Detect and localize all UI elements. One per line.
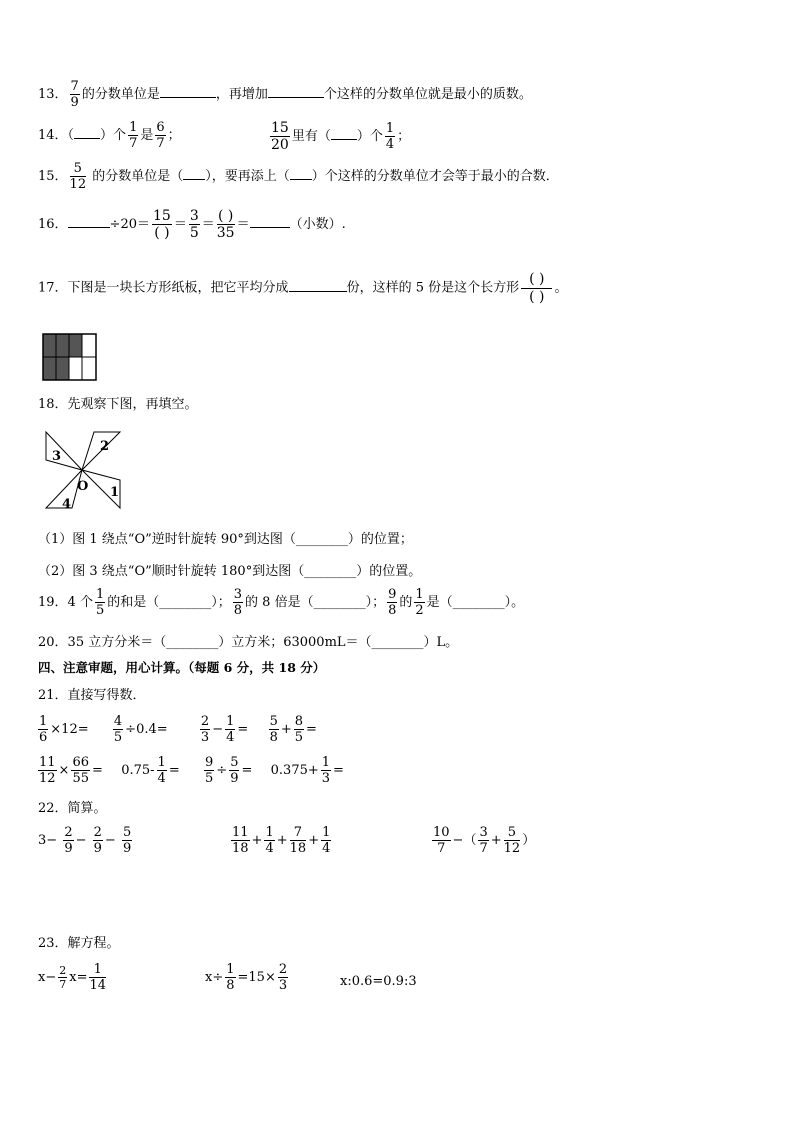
- question-14b: $\frac{15}{20}$ 里有（ ）个 $\frac{1}{4}$ ；: [271, 120, 411, 153]
- question-20: 20．35 立方分米＝（________）立方米；63000mL＝（________）L。: [38, 635, 459, 650]
- q21-a3-fraction-a: $\frac{2}{3}$: [200, 714, 210, 745]
- q16-fraction-1: 15 ( ): [152, 208, 171, 241]
- section-4-heading: 四、注意审题，用心计算。（每题 6 分，共 18 分）: [38, 660, 326, 675]
- q22-e3-fraction-c: $\frac{5}{12}$: [503, 825, 521, 856]
- label-O: O: [77, 479, 89, 494]
- q18-sub-2: （2）图 3 绕点“O”顺时针旋转 180°到达图（________）的位置。: [38, 564, 422, 579]
- question-15: 15． $\frac{5}{12}$ 的分数单位是（ ），要再添上（ ）个这样的分数单位才会等于最小的合数．: [38, 161, 559, 192]
- q23-eq-2: x÷ $\frac{1}{8}$ =15× $\frac{2}{3}$: [205, 962, 288, 993]
- q14-fraction-4: $\frac{1}{4}$: [385, 121, 395, 152]
- q13-blank-1[interactable]: [160, 85, 216, 98]
- q22-e2-fraction-a: $\frac{11}{18}$: [232, 825, 249, 856]
- q13-fraction: $\frac{7}{9}$: [70, 79, 79, 110]
- shaded-cell: [43, 334, 56, 357]
- shaded-cell: [56, 334, 69, 357]
- q22-expr-1: 3− $\frac{2}{9}$ − $\frac{2}{9}$ − $\frac{5}{9}$: [38, 825, 132, 856]
- q21-a4-fraction-b: $\frac{8}{5}$: [294, 714, 304, 745]
- shaded-cell: [69, 334, 82, 357]
- q15-blank-2[interactable]: [290, 167, 312, 180]
- q21-b4-fraction: $\frac{1}{3}$: [321, 755, 331, 786]
- q19-fraction-2: $\frac{3}{8}$: [233, 587, 243, 618]
- q23-e1-fraction-b: $\frac{1}{14}$: [89, 962, 107, 993]
- q22-e3-fraction-b: $\frac{3}{7}$: [479, 825, 488, 856]
- q16-fraction-3: ( ) 35: [216, 208, 235, 241]
- q17-fraction[interactable]: ( ) ( ): [521, 272, 552, 304]
- q21-a2-fraction: $\frac{4}{5}$: [113, 714, 123, 745]
- blank-cell: [82, 357, 96, 380]
- q15-fraction: $\frac{5}{12}$: [69, 161, 87, 192]
- q19-fraction-4: $\frac{1}{2}$: [415, 587, 424, 618]
- q15-blank-1[interactable]: [183, 167, 205, 180]
- question-19: 19．4 个 $\frac{1}{5}$ 的和是（________）； $\frac{3}{8}$ 的 8 倍是（________）； $\frac{9}{8}$ 的 $\frac{1}{2}$ 是（________）。: [38, 587, 525, 618]
- q23-e2-fraction-b: $\frac{2}{3}$: [278, 962, 288, 993]
- q21-b2-fraction: $\frac{1}{4}$: [157, 755, 166, 786]
- question-22-title: 22．简算。: [38, 801, 107, 816]
- q21-b3-fraction-b: $\frac{5}{9}$: [230, 755, 239, 786]
- q22-e1-fraction-b: $\frac{2}{9}$: [93, 825, 102, 856]
- q14-fraction-2: $\frac{6}{7}$: [156, 120, 165, 151]
- q22-e2-fraction-d: $\frac{1}{4}$: [322, 825, 331, 856]
- q14-blank-2[interactable]: [331, 127, 357, 140]
- q22-expr-2: $\frac{11}{18}$ + $\frac{1}{4}$ + $\frac{7}{18}$ + $\frac{1}{4}$: [232, 825, 331, 856]
- q14-fraction-1: $\frac{1}{7}$: [129, 120, 138, 151]
- q16-blank-2[interactable]: [250, 215, 290, 228]
- q22-e2-fraction-c: $\frac{7}{18}$: [289, 825, 307, 856]
- q21-a3-fraction-b: $\frac{1}{4}$: [226, 714, 235, 745]
- blank-cell: [69, 357, 82, 380]
- q21-b1-fraction-a: $\frac{11}{12}$: [39, 755, 56, 786]
- q16-fraction-2: $\frac{3}{5}$: [189, 208, 199, 241]
- q13-blank-2[interactable]: [268, 85, 324, 98]
- label-1: 1: [110, 485, 120, 500]
- q21-a1-fraction: $\frac{1}{6}$: [39, 714, 48, 745]
- question-14: 14．（ ）个 $\frac{1}{7}$ 是 $\frac{6}{7}$ ；: [38, 120, 181, 151]
- q14-blank-1[interactable]: [74, 126, 100, 139]
- q19-fraction-1: $\frac{1}{5}$: [95, 587, 105, 618]
- blank-cell: [82, 334, 96, 357]
- q13-number: 13．: [38, 87, 68, 102]
- q21-row-2: $\frac{11}{12}$ × $\frac{66}{55}$ = 0.75- $\frac{1}{4}$ = $\frac{9}{5}$ ÷ $\frac{5}{9}$ = 0.375+ $\frac{1}{3}$ =: [39, 755, 344, 786]
- q16-blank-1[interactable]: [68, 215, 110, 228]
- q22-e2-fraction-b: $\frac{1}{4}$: [265, 825, 274, 856]
- label-4: 4: [62, 497, 72, 512]
- q22-e1-fraction-c: $\frac{5}{9}$: [122, 825, 132, 856]
- q17-blank-1[interactable]: [289, 279, 347, 292]
- label-3: 3: [52, 449, 62, 464]
- question-13: 13． $\frac{7}{9}$ 的分数单位是 ，再增加 个这样的分数单位就是最小的质数。: [38, 79, 532, 110]
- shaded-cell: [43, 357, 56, 380]
- q22-e3-fraction-a: $\frac{10}{7}$: [433, 825, 450, 856]
- q21-a4-fraction-a: $\frac{5}{8}$: [269, 714, 278, 745]
- q21-b3-fraction-a: $\frac{9}{5}$: [205, 755, 214, 786]
- q23-e1-fraction-a: $\frac{2}{7}$: [59, 964, 67, 991]
- question-17: 17．下图是一块长方形纸板，把它平均分成 份，这样的 5 份是这个长方形 ( ) ( ) 。: [38, 271, 568, 305]
- q22-expr-3: $\frac{10}{7}$ −（ $\frac{3}{7}$ + $\frac{5}{12}$ ）: [433, 825, 536, 856]
- question-18: 18．先观察下图，再填空。: [38, 397, 198, 412]
- shaded-cell: [56, 357, 69, 380]
- q21-row-1: $\frac{1}{6}$ ×12= $\frac{4}{5}$ ÷0.4= $\frac{2}{3}$ − $\frac{1}{4}$ = $\frac{5}{8}$ + $\frac{8}{5}$ =: [39, 714, 317, 745]
- q23-eq-3: x:0.6=0.9:3: [340, 974, 417, 989]
- rectangle-board-figure: [42, 333, 98, 383]
- q21-b1-fraction-b: $\frac{66}{55}$: [72, 755, 89, 786]
- q22-e1-fraction-a: $\frac{2}{9}$: [64, 825, 73, 856]
- pinwheel-figure: [44, 430, 124, 512]
- question-21-title: 21．直接写得数．: [38, 688, 146, 703]
- q14-fraction-3: $\frac{15}{20}$: [271, 120, 289, 153]
- question-23-title: 23．解方程。: [38, 936, 120, 951]
- q23-eq-1: x− $\frac{2}{7}$ x= $\frac{1}{14}$: [38, 962, 107, 993]
- q23-e2-fraction-a: $\frac{1}{8}$: [226, 962, 235, 993]
- question-16: 16． ÷20＝ 15 ( ) ＝ $\frac{3}{5}$ ＝ ( ) 35 ＝ （小数）.: [38, 208, 346, 241]
- label-2: 2: [100, 439, 110, 454]
- q19-fraction-3: $\frac{9}{8}$: [388, 587, 397, 618]
- q18-sub-1: （1）图 1 绕点“O”逆时针旋转 90°到达图（________）的位置；: [38, 532, 413, 547]
